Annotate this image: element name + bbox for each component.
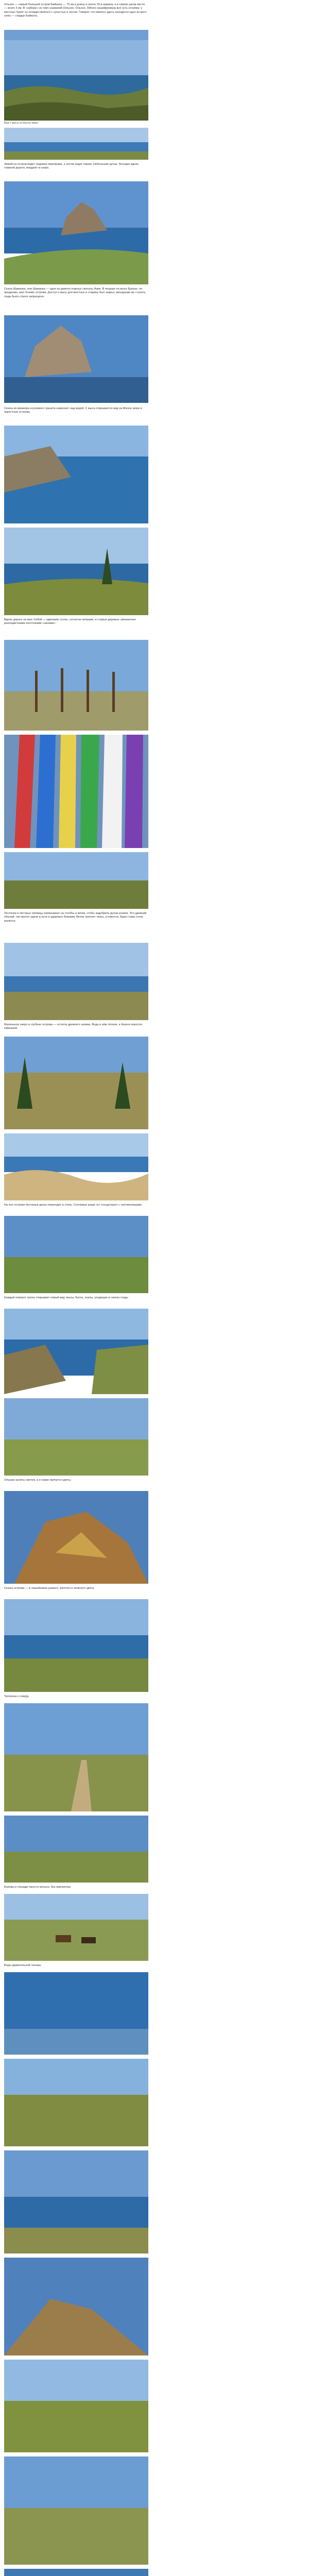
photo-26 — [4, 2456, 148, 2565]
photo-13 — [4, 1216, 148, 1293]
photo-18 — [4, 1703, 148, 1811]
caption-1: Вид с мыса на Малое море — [4, 122, 39, 125]
photo-16 — [4, 1491, 148, 1584]
photo-15 — [4, 1398, 148, 1476]
view-text: Каждый поворот тропы открывает новый вид: мысы, бухты, скалы, уходящие в синюю гладь. — [4, 1296, 129, 1299]
photo-1 — [4, 30, 148, 121]
photo-22 — [4, 2059, 148, 2146]
photo-11 — [4, 1037, 148, 1129]
cliffs-text: Скалы из мрамора и розового гранита нависают над водой. С мыса открывается вид на Малое море и окрестные острова. — [4, 407, 142, 414]
ribbons-text: Ленточки и пёстрые тряпицы повязывают на столбы и ветви, чтобы задобрить духов-хозяев. Это древний обычай: так просят удачи в пути и здоровья близким. Ветер треплет ткань, и кажется, будто сама степь молится. — [4, 912, 147, 923]
photo-14 — [4, 1309, 148, 1394]
rocks-text: Скалы острова — в лишайниках рыжего, жёлтого и зелёного цвета. — [4, 1587, 95, 1590]
photo-24 — [4, 2258, 148, 2355]
photo-25 — [4, 2360, 148, 2452]
shaman-text: Скала Шаманка, или Шаманка — одно из девяти главных святынь Азии. В пещере на мысе Бурхан, по преданию, жил Хозяин острова. Доступ к мысу для местных в старину был закрыт, женщинам же ступать сюда было строго запрещено. — [4, 287, 146, 298]
ferry-text: Зимой на остров ведёт ледовая переправа, а летом ходит паром. Небольшие ручьи, бегущие вдоль главной дороги, впадают в озеро. — [4, 163, 139, 170]
photo-5 — [4, 426, 148, 523]
photo-17 — [4, 1599, 148, 1692]
photo-12 — [4, 1133, 148, 1200]
photo-2 — [4, 128, 148, 160]
photo-6 — [4, 528, 148, 615]
lake-text: Маленькое озеро в глубине острова — остаток древнего залива. Вода в нём тёплая, а берега поросли камышом. — [4, 1023, 142, 1030]
horses-text: Коровы и лошади пасутся вольно, без присмотра. — [4, 1886, 72, 1889]
bottom-text: Вода удивительной синевы. — [4, 1964, 42, 1967]
glades-text: Опушки залиты светом, а в траве прячутся цветы. — [4, 1479, 72, 1482]
photo-3 — [4, 181, 148, 284]
photo-20 — [4, 1894, 148, 1961]
south-text: На юге острова песчаные дюны переходят в степь. Сосновые рощи тут соседствуют с лиственницами. — [4, 1204, 143, 1207]
photo-19 — [4, 1816, 148, 1883]
photo-23 — [4, 2150, 148, 2253]
intro-text: Ольхон — самый большой остров Байкала — 70 км в длину и около 15 в ширину, а в самом узком месте — всего 3 км. В «заборе» из трёх названий (Ольхон, Ольхон, Ойхон) зашифрована вся суть острова: у местных бурят он отождествлялся с сухостью и лесом. Говорят, что именно здесь находится одно из мест силы — сердце Байкала. — [4, 3, 147, 18]
path-text: Тропинка к северу. — [4, 1695, 29, 1698]
photo-7 — [4, 640, 148, 731]
photo-21 — [4, 1972, 148, 2055]
photo-27 — [4, 2569, 148, 2576]
photo-8 — [4, 735, 148, 848]
photo-10 — [4, 943, 148, 1020]
photo-4 — [4, 315, 148, 403]
photo-9 — [4, 852, 148, 909]
tree-text: Вдоль дороги на мыс Хобой — одинокие сосны, согнутые ветрами, и старые деревья, увешанные разноцветными ленточками «залами». — [4, 618, 136, 625]
